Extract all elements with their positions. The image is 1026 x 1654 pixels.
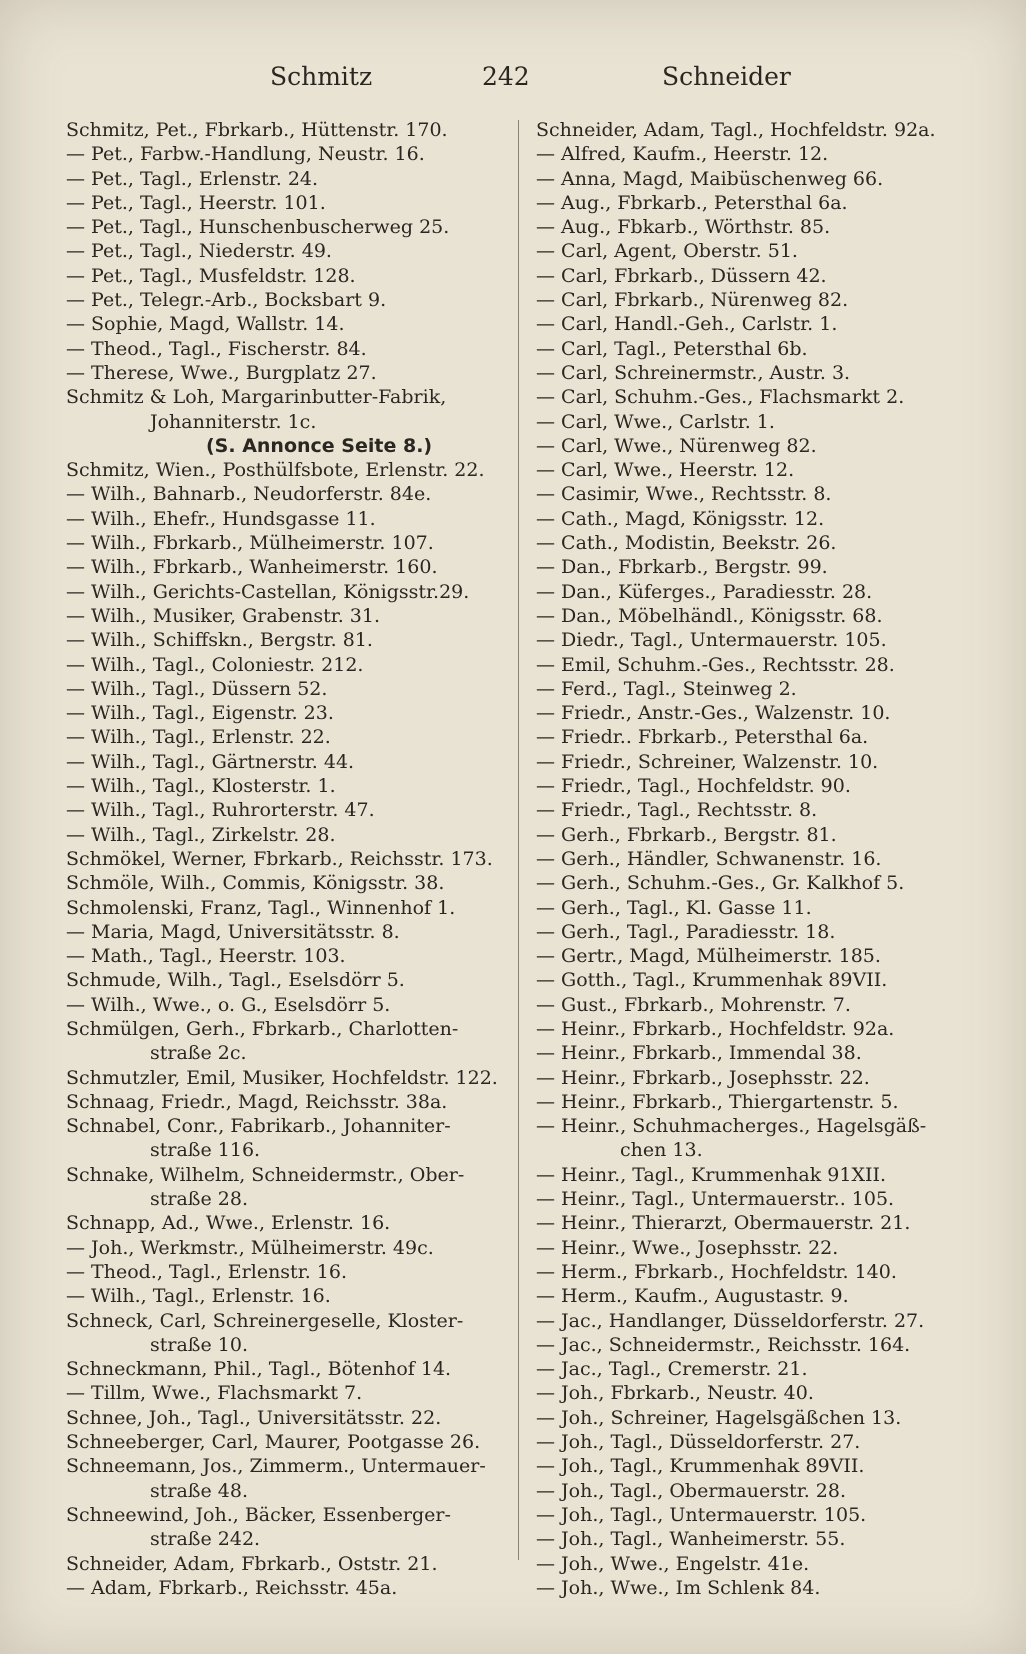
directory-entry: — Carl, Fbrkarb., Nürenweg 82. bbox=[536, 289, 849, 312]
directory-entry: Schmökel, Werner, Fbrkarb., Reichsstr. 173. bbox=[66, 847, 493, 870]
directory-entry: Schneckmann, Phil., Tagl., Bötenhof 14. bbox=[66, 1358, 452, 1381]
left-column bbox=[66, 118, 496, 1600]
directory-entry: Schneemann, Jos., Zimmerm., Untermauer- bbox=[66, 1455, 486, 1478]
directory-entry: Schneck, Carl, Schreinergeselle, Kloster- bbox=[66, 1309, 464, 1332]
directory-entry: — Carl, Wwe., Nürenweg 82. bbox=[536, 434, 817, 457]
directory-entry: — Wilh., Tagl., Zirkelstr. 28. bbox=[66, 823, 336, 846]
directory-entry: — Heinr., Tagl., Untermauerstr.. 105. bbox=[536, 1188, 895, 1211]
right-column bbox=[536, 118, 976, 1600]
directory-entry: — Wilh., Wwe., o. G., Eselsdörr 5. bbox=[66, 993, 391, 1016]
directory-entry: — Heinr., Fbrkarb., Immendal 38. bbox=[536, 1042, 862, 1065]
directory-entry: straße 48. bbox=[150, 1479, 248, 1502]
directory-entry: Schneider, Adam, Fbrkarb., Oststr. 21. bbox=[66, 1552, 438, 1575]
directory-entry: straße 242. bbox=[150, 1528, 261, 1551]
directory-entry: — Dan., Möbelhändl., Königsstr. 68. bbox=[536, 604, 883, 627]
directory-entry: — Gertr., Magd, Mülheimerstr. 185. bbox=[536, 945, 881, 968]
directory-entry: — Alfred, Kaufm., Heerstr. 12. bbox=[536, 143, 829, 166]
directory-entry: — Wilh., Ehefr., Hundsgasse 11. bbox=[66, 507, 376, 530]
directory-entry: Schmöle, Wilh., Commis, Königsstr. 38. bbox=[66, 872, 445, 895]
directory-entry: — Dan., Küferges., Paradiesstr. 28. bbox=[536, 580, 873, 603]
directory-entry: — Pet., Tagl., Erlenstr. 24. bbox=[66, 167, 319, 190]
directory-entry: — Theod., Tagl., Erlenstr. 16. bbox=[66, 1260, 347, 1283]
directory-entry: — Pet., Tagl., Niederstr. 49. bbox=[66, 240, 332, 263]
directory-entry: — Gotth., Tagl., Krummenhak 89VII. bbox=[536, 969, 888, 992]
directory-entry: — Aug., Fbrkarb., Petersthal 6a. bbox=[536, 191, 848, 214]
directory-entry: — Wilh., Tagl., Ruhrorterstr. 47. bbox=[66, 799, 375, 822]
directory-entry: — Carl, Wwe., Carlstr. 1. bbox=[536, 410, 775, 433]
header-left-name: Schmitz bbox=[270, 62, 373, 91]
directory-entry: Johanniterstr. 1c. bbox=[150, 410, 317, 433]
directory-entry: — Wilh., Tagl., Eigenstr. 23. bbox=[66, 702, 334, 725]
column-divider bbox=[518, 120, 519, 1560]
directory-entry: Schnee, Joh., Tagl., Universitätsstr. 22. bbox=[66, 1406, 442, 1429]
directory-entry: — Heinr., Wwe., Josephsstr. 22. bbox=[536, 1236, 839, 1259]
directory-entry: — Emil, Schuhm.-Ges., Rechtsstr. 28. bbox=[536, 653, 895, 676]
directory-entry: — Wilh., Tagl., Klosterstr. 1. bbox=[66, 775, 336, 798]
directory-entry: — Wilh., Schiffskn., Bergstr. 81. bbox=[66, 629, 373, 652]
directory-entry: — Friedr., Schreiner, Walzenstr. 10. bbox=[536, 750, 879, 773]
directory-entry: Schneeberger, Carl, Maurer, Pootgasse 26. bbox=[66, 1431, 481, 1454]
directory-entry: — Pet., Tagl., Hunschenbuscherweg 25. bbox=[66, 216, 450, 239]
directory-entry: — Wilh., Bahnarb., Neudorferstr. 84e. bbox=[66, 483, 432, 506]
directory-entry: — Herm., Fbrkarb., Hochfeldstr. 140. bbox=[536, 1260, 897, 1283]
directory-entry: — Dan., Fbrkarb., Bergstr. 99. bbox=[536, 556, 828, 579]
directory-entry: — Joh., Tagl., Düsseldorferstr. 27. bbox=[536, 1431, 861, 1454]
directory-entry: — Pet., Telegr.-Arb., Bocksbart 9. bbox=[66, 289, 387, 312]
directory-entry: — Sophie, Magd, Wallstr. 14. bbox=[66, 313, 345, 336]
directory-entry: Schneider, Adam, Tagl., Hochfeldstr. 92a. bbox=[536, 119, 936, 141]
directory-entry: — Joh., Wwe., Engelstr. 41e. bbox=[536, 1552, 810, 1575]
directory-entry: — Joh., Schreiner, Hagelsgäßchen 13. bbox=[536, 1406, 902, 1429]
directory-entry: — Cath., Magd, Königsstr. 12. bbox=[536, 507, 825, 530]
directory-entry: — Ferd., Tagl., Steinweg 2. bbox=[536, 677, 797, 700]
directory-entry: — Wilh., Tagl., Düssern 52. bbox=[66, 677, 328, 700]
directory-entry: (S. Annonce Seite 8.) bbox=[206, 434, 433, 457]
directory-entry: — Wilh., Tagl., Erlenstr. 16. bbox=[66, 1285, 331, 1308]
directory-entry: Schmitz & Loh, Margarinbutter-Fabrik, bbox=[66, 386, 447, 409]
directory-entry: chen 13. bbox=[620, 1139, 703, 1162]
directory-entry: — Gust., Fbrkarb., Mohrenstr. 7. bbox=[536, 993, 851, 1016]
directory-entry: — Gerh., Tagl., Kl. Gasse 11. bbox=[536, 896, 812, 919]
directory-entry: straße 116. bbox=[150, 1139, 261, 1162]
directory-entry: — Joh., Wwe., Im Schlenk 84. bbox=[536, 1576, 821, 1599]
directory-entry: — Cath., Modistin, Beekstr. 26. bbox=[536, 532, 837, 555]
directory-entry: — Therese, Wwe., Burgplatz 27. bbox=[66, 361, 377, 384]
directory-entry: — Wilh., Fbrkarb., Wanheimerstr. 160. bbox=[66, 556, 438, 579]
directory-entry: Schmitz, Wien., Posthülfsbote, Erlenstr. 22. bbox=[66, 459, 485, 482]
directory-entry: Schmolenski, Franz, Tagl., Winnenhof 1. bbox=[66, 896, 456, 919]
directory-entry: Schmutzler, Emil, Musiker, Hochfeldstr. 122. bbox=[66, 1066, 498, 1089]
directory-entry: — Friedr., Anstr.-Ges., Walzenstr. 10. bbox=[536, 702, 891, 725]
directory-entry: — Joh., Tagl., Obermauerstr. 28. bbox=[536, 1479, 846, 1502]
directory-entry: Schnabel, Conr., Fabrikarb., Johanniter- bbox=[66, 1115, 451, 1138]
directory-entry: — Casimir, Wwe., Rechtsstr. 8. bbox=[536, 483, 832, 506]
directory-entry: — Herm., Kaufm., Augustastr. 9. bbox=[536, 1285, 849, 1308]
directory-entry: — Joh., Tagl., Untermauerstr. 105. bbox=[536, 1503, 867, 1526]
directory-entry: — Heinr., Fbrkarb., Hochfeldstr. 92a. bbox=[536, 1017, 895, 1040]
directory-entry: straße 2c. bbox=[150, 1042, 247, 1065]
directory-entry: — Friedr., Tagl., Hochfeldstr. 90. bbox=[536, 775, 851, 798]
directory-entry: Schnapp, Ad., Wwe., Erlenstr. 16. bbox=[66, 1212, 391, 1235]
directory-entry: — Pet., Tagl., Heerstr. 101. bbox=[66, 191, 326, 214]
directory-entry: — Anna, Magd, Maibüschenweg 66. bbox=[536, 167, 884, 190]
directory-entry: Schmude, Wilh., Tagl., Eselsdörr 5. bbox=[66, 969, 405, 992]
directory-entry: — Friedr.. Fbrkarb., Petersthal 6a. bbox=[536, 726, 869, 749]
directory-entry: Schneewind, Joh., Bäcker, Essenberger- bbox=[66, 1503, 451, 1526]
directory-entry: — Carl, Schreinermstr., Austr. 3. bbox=[536, 361, 851, 384]
directory-entry: — Pet., Farbw.-Handlung, Neustr. 16. bbox=[66, 143, 425, 166]
page-header bbox=[0, 62, 1026, 102]
directory-entry: straße 28. bbox=[150, 1188, 248, 1211]
directory-entry: — Wilh., Tagl., Gärtnerstr. 44. bbox=[66, 750, 355, 773]
directory-entry: — Heinr., Schuhmacherges., Hagelsgäß- bbox=[536, 1115, 927, 1138]
directory-entry: — Carl, Tagl., Petersthal 6b. bbox=[536, 337, 808, 360]
directory-entry: — Gerh., Tagl., Paradiesstr. 18. bbox=[536, 920, 836, 943]
directory-entry: — Joh., Tagl., Wanheimerstr. 55. bbox=[536, 1528, 846, 1551]
directory-entry: — Wilh., Tagl., Coloniestr. 212. bbox=[66, 653, 364, 676]
directory-entry: — Joh., Fbrkarb., Neustr. 40. bbox=[536, 1382, 814, 1405]
directory-entry: straße 10. bbox=[150, 1333, 248, 1356]
directory-entry: — Joh., Werkmstr., Mülheimerstr. 49c. bbox=[66, 1236, 434, 1259]
directory-entry: — Joh., Tagl., Krummenhak 89VII. bbox=[536, 1455, 865, 1478]
directory-entry: — Jac., Schneidermstr., Reichsstr. 164. bbox=[536, 1333, 911, 1356]
directory-entry: — Friedr., Tagl., Rechtsstr. 8. bbox=[536, 799, 818, 822]
directory-entry: — Carl, Schuhm.-Ges., Flachsmarkt 2. bbox=[536, 386, 905, 409]
directory-entry: Schmülgen, Gerh., Fbrkarb., Charlotten- bbox=[66, 1017, 459, 1040]
directory-entry: Schmitz, Pet., Fbrkarb., Hüttenstr. 170. bbox=[66, 119, 448, 141]
directory-entry: — Pet., Tagl., Musfeldstr. 128. bbox=[66, 264, 356, 287]
directory-entry: — Heinr., Fbrkarb., Josephsstr. 22. bbox=[536, 1066, 870, 1089]
directory-entry: — Heinr., Thierarzt, Obermauerstr. 21. bbox=[536, 1212, 911, 1235]
directory-entry: — Wilh., Gerichts-Castellan, Königsstr.29. bbox=[66, 580, 470, 603]
directory-entry: — Heinr., Tagl., Krummenhak 91XII. bbox=[536, 1163, 887, 1186]
directory-entry: — Adam, Fbrkarb., Reichsstr. 45a. bbox=[66, 1576, 398, 1599]
directory-entry: — Carl, Fbrkarb., Düssern 42. bbox=[536, 264, 827, 287]
directory-entry: — Gerh., Schuhm.-Ges., Gr. Kalkhof 5. bbox=[536, 872, 905, 895]
page-number: 242 bbox=[482, 62, 530, 91]
directory-entry: Schnake, Wilhelm, Schneidermstr., Ober- bbox=[66, 1163, 465, 1186]
directory-entry: — Theod., Tagl., Fischerstr. 84. bbox=[66, 337, 367, 360]
directory-entry: — Heinr., Fbrkarb., Thiergartenstr. 5. bbox=[536, 1090, 899, 1113]
directory-entry: — Carl, Agent, Oberstr. 51. bbox=[536, 240, 798, 263]
directory-entry: — Math., Tagl., Heerstr. 103. bbox=[66, 945, 346, 968]
directory-entry: — Wilh., Fbrkarb., Mülheimerstr. 107. bbox=[66, 532, 434, 555]
directory-entry: — Wilh., Musiker, Grabenstr. 31. bbox=[66, 604, 381, 627]
directory-entry: — Gerh., Händler, Schwanenstr. 16. bbox=[536, 847, 882, 870]
directory-entry: — Aug., Fbkarb., Wörthstr. 85. bbox=[536, 216, 831, 239]
directory-entry: — Carl, Wwe., Heerstr. 12. bbox=[536, 459, 795, 482]
directory-entry: — Tillm, Wwe., Flachsmarkt 7. bbox=[66, 1382, 363, 1405]
directory-entry: — Jac., Tagl., Cremerstr. 21. bbox=[536, 1358, 808, 1381]
directory-entry: — Gerh., Fbrkarb., Bergstr. 81. bbox=[536, 823, 837, 846]
directory-entry: — Maria, Magd, Universitätsstr. 8. bbox=[66, 920, 400, 943]
directory-entry: — Carl, Handl.-Geh., Carlstr. 1. bbox=[536, 313, 838, 336]
directory-entry: — Wilh., Tagl., Erlenstr. 22. bbox=[66, 726, 331, 749]
directory-entry: Schnaag, Friedr., Magd, Reichsstr. 38a. bbox=[66, 1090, 448, 1113]
directory-entry: — Jac., Handlanger, Düsseldorferstr. 27. bbox=[536, 1309, 925, 1332]
header-right-name: Schneider bbox=[662, 62, 791, 91]
directory-entry: — Diedr., Tagl., Untermauerstr. 105. bbox=[536, 629, 887, 652]
